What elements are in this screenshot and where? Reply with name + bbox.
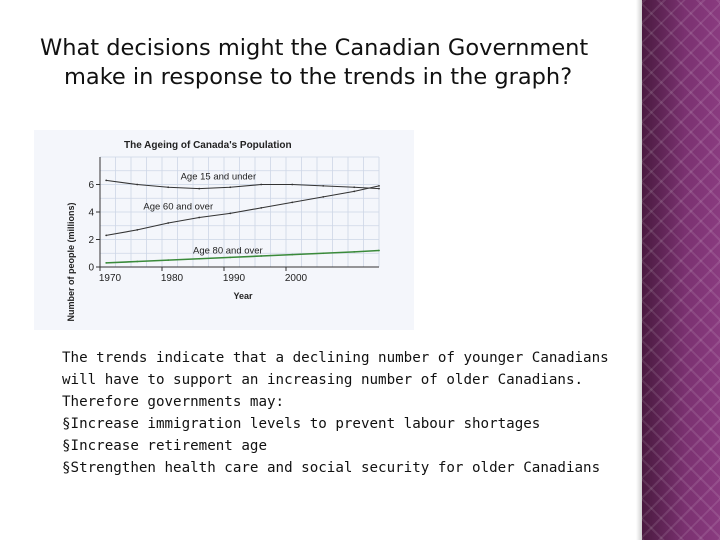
data-point <box>353 190 355 192</box>
data-point <box>353 186 355 188</box>
data-point <box>136 184 138 186</box>
data-point <box>229 256 231 258</box>
data-point <box>322 185 324 187</box>
data-point <box>260 207 262 209</box>
chart-container <box>34 130 414 330</box>
data-point <box>198 258 200 260</box>
data-point <box>136 229 138 231</box>
data-point <box>291 184 293 186</box>
data-point <box>198 217 200 219</box>
bullet-marker: § <box>62 416 71 432</box>
data-point <box>322 252 324 254</box>
data-point <box>198 188 200 190</box>
bullet-item <box>62 435 632 457</box>
series-label: Age 80 and over <box>193 245 263 257</box>
bullet-marker: § <box>62 438 71 454</box>
slide-title: What decisions might the Canadian Government make in response to the trends in the graph? <box>40 35 589 90</box>
bullet-text: Strengthen health care and social security for older Canadians <box>70 460 601 476</box>
bullet-text: Increase immigration levels to prevent labour shortages <box>70 416 541 432</box>
data-point <box>167 222 169 224</box>
data-point <box>229 186 231 188</box>
bullet-marker: § <box>62 460 71 476</box>
data-point <box>291 254 293 256</box>
series-label: Age 15 and under <box>180 171 257 183</box>
data-point <box>260 184 262 186</box>
y-tick-label: 6 <box>88 180 94 191</box>
bullet-item <box>62 413 632 435</box>
data-point <box>353 251 355 253</box>
data-point <box>378 250 380 252</box>
x-tick-label: 1990 <box>222 273 246 284</box>
body-line-1: The trends indicate that a declining number of younger Canadians <box>62 350 609 366</box>
data-point <box>291 201 293 203</box>
data-point <box>136 261 138 263</box>
data-point <box>105 234 107 236</box>
x-tick-label: 1980 <box>160 273 184 284</box>
data-point <box>378 188 380 190</box>
body-line-3: Therefore governments may: <box>62 394 285 410</box>
y-tick-label: 0 <box>88 262 94 274</box>
x-tick-label: 2000 <box>284 273 308 284</box>
x-axis-label: Year <box>233 291 253 301</box>
data-point <box>378 185 380 187</box>
data-point <box>167 186 169 188</box>
decorative-side-panel <box>642 0 720 540</box>
y-axis-label: Number of people (millions) <box>66 202 76 322</box>
bullet-item <box>62 457 632 479</box>
y-tick-label: 4 <box>88 207 94 219</box>
y-tick-label: 2 <box>88 235 94 246</box>
bullet-text: Increase retirement age <box>70 438 268 454</box>
x-tick-label: 1970 <box>98 273 122 284</box>
chart-title: The Ageing of Canada's Population <box>124 140 292 151</box>
data-point <box>105 179 107 181</box>
data-point <box>105 262 107 264</box>
data-point <box>167 259 169 261</box>
series-label: Age 60 and over <box>143 201 214 213</box>
ageing-population-chart <box>34 130 414 330</box>
data-point <box>322 196 324 198</box>
body-text <box>62 347 632 479</box>
body-line-2: will have to support an increasing number of older Canadians. <box>62 372 584 388</box>
data-point <box>229 212 231 214</box>
